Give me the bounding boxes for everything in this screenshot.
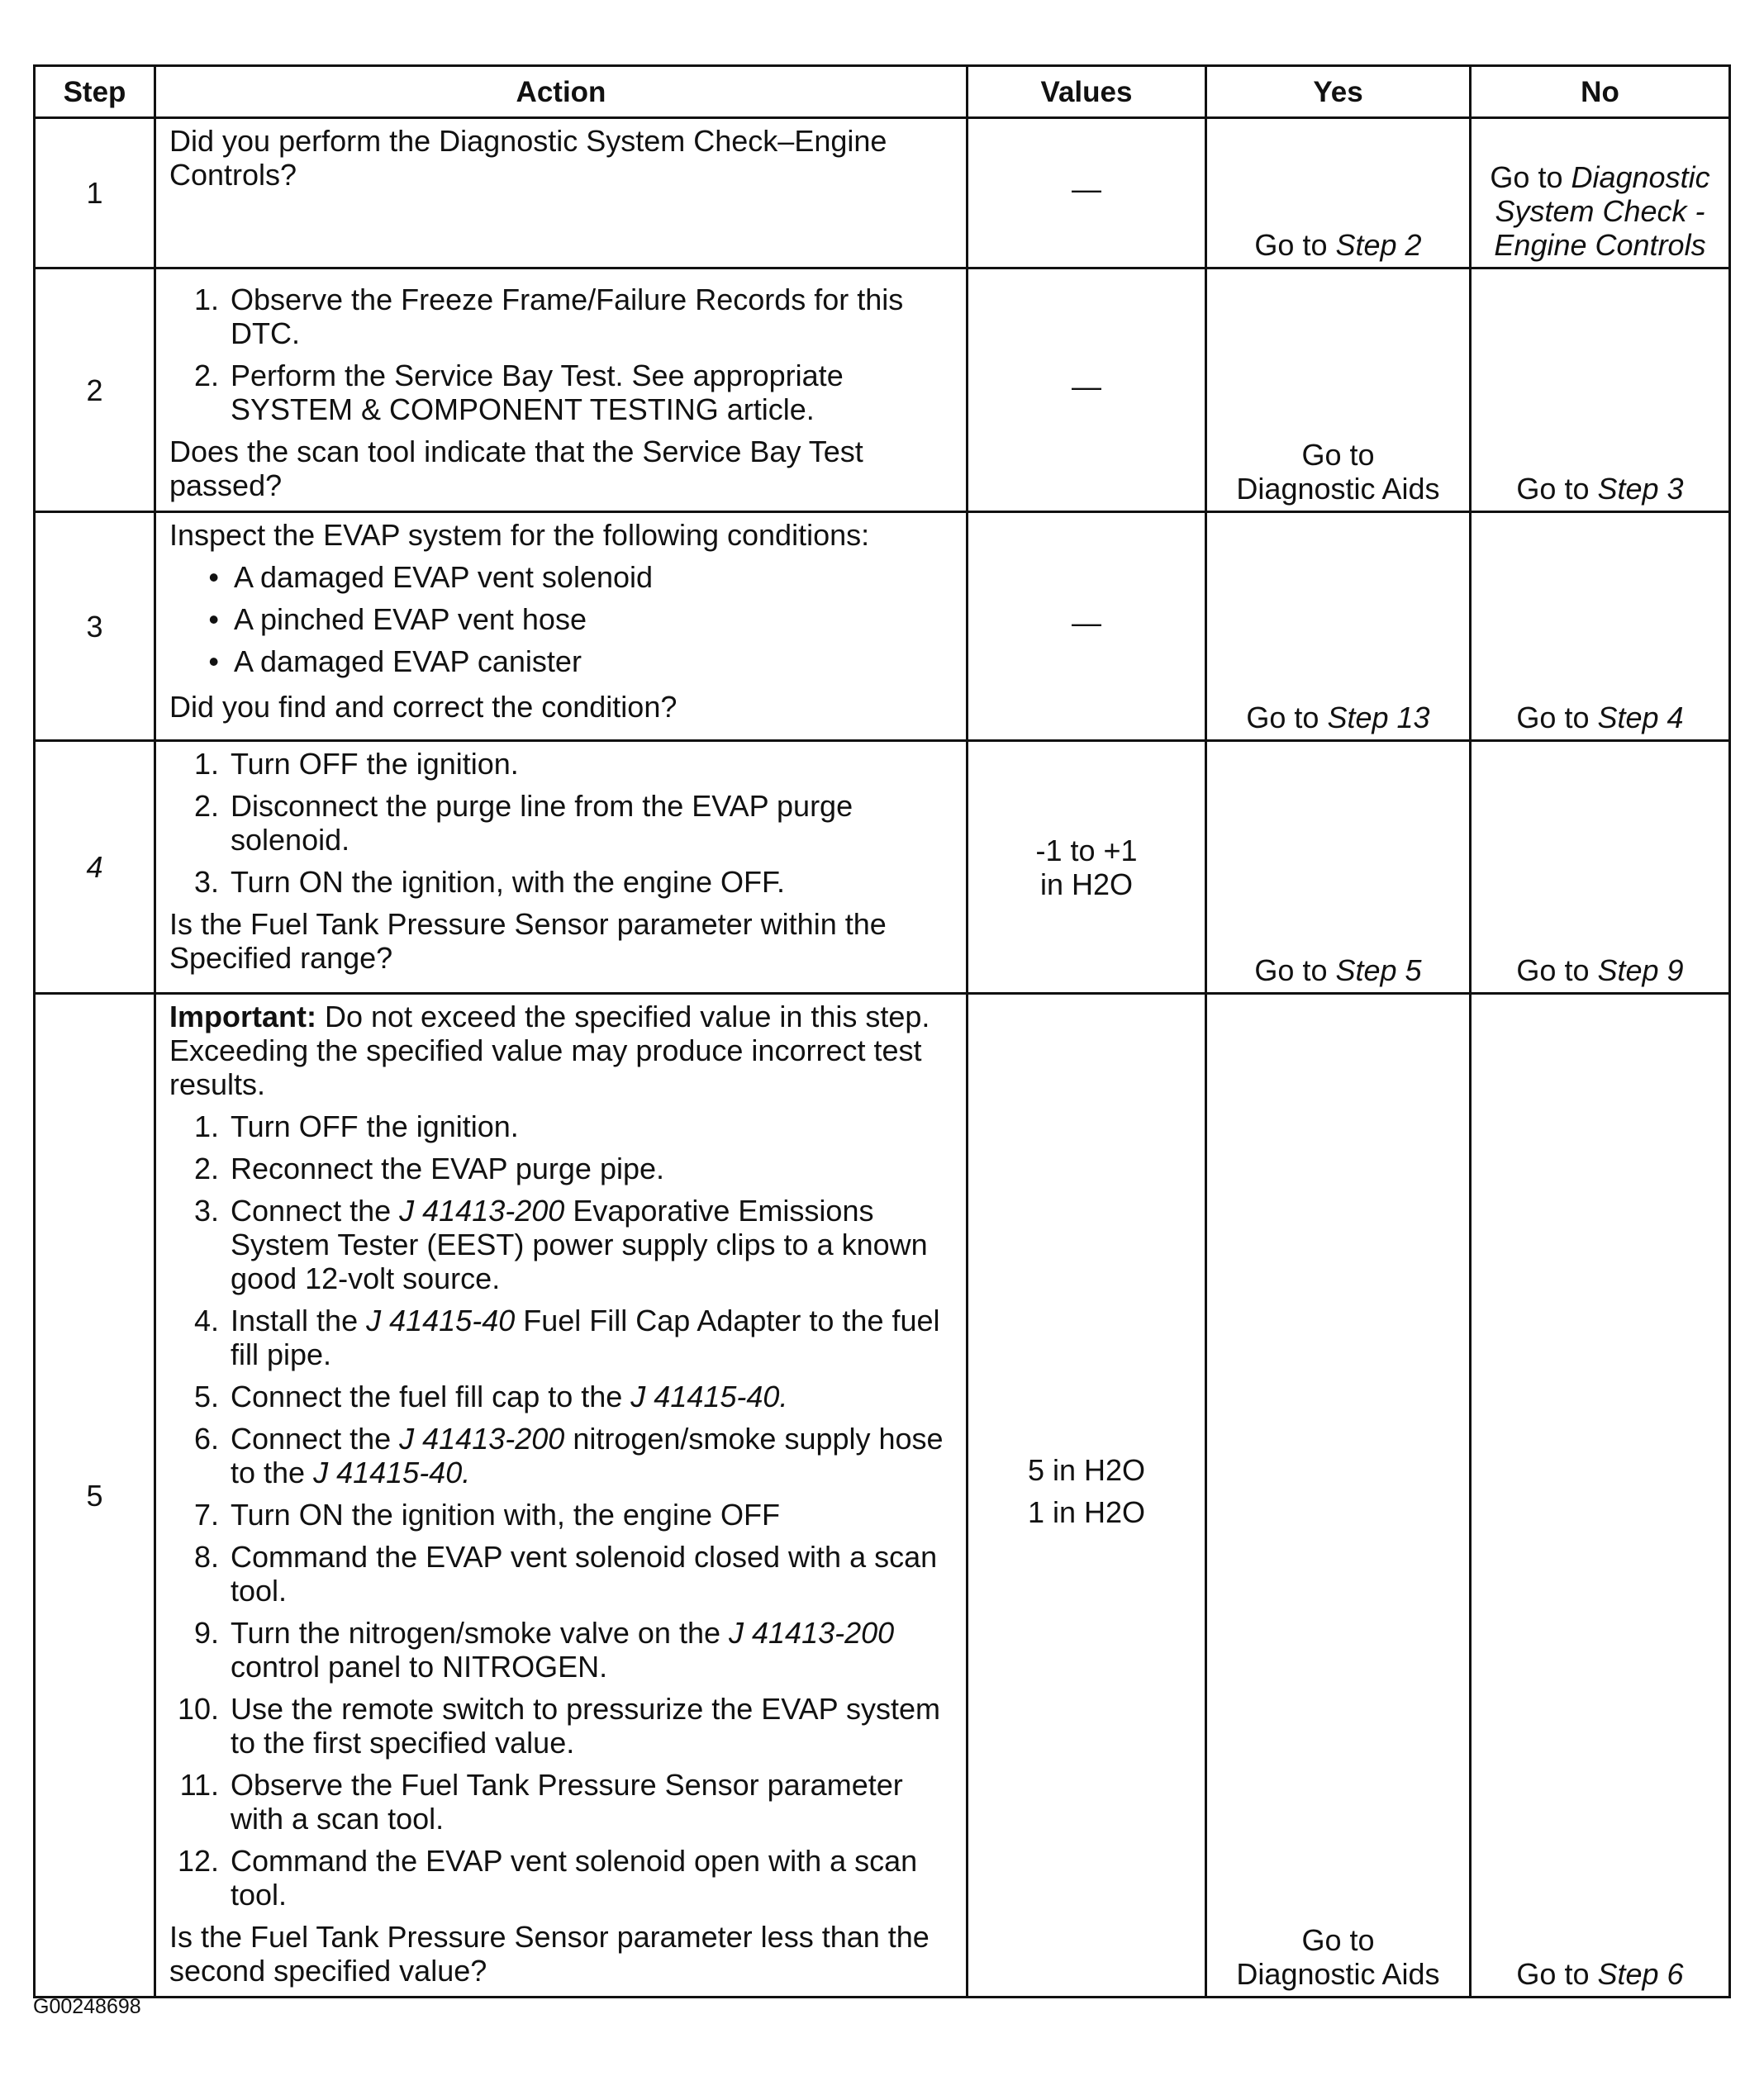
yes-link-line[interactable]: Go to — [1301, 438, 1375, 472]
values-cell — [968, 994, 1206, 1998]
action-item: 11. Observe the Fuel Tank Pressure Sensor parameter with a scan tool. — [179, 1768, 903, 1836]
action-item: 1. Turn OFF the ignition. — [193, 1109, 519, 1143]
no-link[interactable]: Go to Step 6 — [1516, 1957, 1684, 1991]
yes-link[interactable]: Go to Step 13 — [1246, 701, 1430, 734]
action-item-list — [169, 1109, 953, 1912]
yes-link-line[interactable]: Diagnostic Aids — [1236, 1957, 1440, 1991]
action-item: 8. Command the EVAP vent solenoid closed with a scan tool. — [193, 1540, 938, 1608]
action-cell — [155, 994, 968, 1998]
no-cell — [1471, 118, 1730, 268]
action-question: Did you find and correct the condition? — [169, 690, 678, 724]
step-number: 5 — [35, 994, 155, 1998]
action-item: 1. Turn OFF the ignition. — [193, 747, 519, 781]
no-cell — [1471, 994, 1730, 1998]
yes-link[interactable]: Go to Step 2 — [1254, 228, 1422, 262]
action-question: Is the Fuel Tank Pressure Sensor parameter within the Specified range? — [169, 907, 887, 975]
action-item: 3. Connect the J 41413-200 Evaporative Emissions System Tester (EEST) power supply clips to a known good 12-volt source. — [193, 1194, 928, 1295]
yes-cell — [1206, 118, 1471, 268]
no-cell — [1471, 512, 1730, 741]
action-cell — [155, 118, 968, 268]
header-no: No — [1471, 66, 1730, 118]
table-row-step-2 — [35, 268, 1730, 512]
no-link-line[interactable]: Go to Diagnostic — [1490, 160, 1710, 194]
header-action: Action — [155, 66, 968, 118]
no-link[interactable]: Go to Step 4 — [1516, 701, 1684, 734]
no-link[interactable]: Go to Step 9 — [1516, 953, 1684, 987]
action-item: 5. Connect the fuel fill cap to the J 41415-40. — [193, 1380, 788, 1413]
action-item: 4. Install the J 41415-40 Fuel Fill Cap Adapter to the fuel fill pipe. — [193, 1304, 940, 1371]
header-yes: Yes — [1206, 66, 1471, 118]
values-cell — [968, 741, 1206, 994]
yes-link[interactable]: Go to Step 5 — [1254, 953, 1422, 987]
no-link-line[interactable]: System Check - — [1495, 194, 1705, 228]
action-item: 3. Turn ON the ignition, with the engine OFF. — [193, 865, 785, 899]
action-item: 10. Use the remote switch to pressurize the EVAP system to the first specified value. — [177, 1692, 941, 1760]
value-line: -1 to +1 — [1035, 833, 1138, 867]
values-cell — [968, 512, 1206, 741]
yes-cell — [1206, 268, 1471, 512]
value-line: 5 in H2O — [1027, 1453, 1146, 1487]
no-link[interactable]: Go to Step 3 — [1516, 472, 1684, 506]
values-cell — [968, 268, 1206, 512]
action-intro: Did you perform the Diagnostic System Check–Engine Controls? — [169, 124, 887, 192]
action-question: Is the Fuel Tank Pressure Sensor parameter less than the second specified value? — [169, 1920, 930, 1988]
yes-cell — [1206, 741, 1471, 994]
step-number: 4 — [35, 741, 155, 994]
action-item: 1. Observe the Freeze Frame/Failure Records for this DTC. — [193, 283, 904, 350]
action-bullet: • A pinched EVAP vent hose — [208, 602, 587, 636]
step-number: 1 — [35, 118, 155, 268]
step-number: 2 — [35, 268, 155, 512]
diagnostic-table — [33, 64, 1731, 1998]
yes-link-line[interactable]: Diagnostic Aids — [1236, 472, 1440, 506]
action-cell — [155, 512, 968, 741]
yes-cell — [1206, 994, 1471, 1998]
no-cell — [1471, 741, 1730, 994]
table-row-step-5 — [35, 994, 1730, 1998]
action-item: 2. Disconnect the purge line from the EVAP purge solenoid. — [193, 789, 853, 857]
action-intro: Inspect the EVAP system for the following conditions: — [169, 518, 870, 552]
value-line: 1 in H2O — [1027, 1495, 1146, 1529]
value-line: — — [1072, 172, 1101, 206]
table-row-step-3 — [35, 512, 1730, 741]
no-link-line[interactable]: Engine Controls — [1494, 228, 1706, 262]
action-item: 9. Turn the nitrogen/smoke valve on the J 41413-200 control panel to NITROGEN. — [193, 1616, 895, 1684]
action-bullet: • A damaged EVAP canister — [208, 644, 582, 678]
step-number: 3 — [35, 512, 155, 741]
action-item: 2. Perform the Service Bay Test. See appropriate SYSTEM & COMPONENT TESTING article. — [193, 359, 844, 426]
yes-link-line[interactable]: Go to — [1301, 1923, 1375, 1957]
header-step: Step — [35, 66, 155, 118]
yes-cell — [1206, 512, 1471, 741]
action-bullet: • A damaged EVAP vent solenoid — [208, 560, 654, 594]
header-row — [35, 66, 1730, 118]
action-cell — [155, 741, 968, 994]
value-line: — — [1072, 605, 1101, 639]
table-row-step-1 — [35, 118, 1730, 268]
action-question: Does the scan tool indicate that the Service Bay Test passed? — [169, 435, 863, 502]
action-item: 12. Command the EVAP vent solenoid open with a scan tool. — [177, 1844, 918, 1912]
action-item: 7. Turn ON the ignition with, the engine OFF — [193, 1498, 780, 1532]
value-line: — — [1072, 368, 1101, 403]
figure-id: G00248698 — [33, 1995, 141, 2018]
values-cell — [968, 118, 1206, 268]
value-line: in H2O — [1039, 867, 1134, 901]
table-row-step-4 — [35, 741, 1730, 994]
action-cell — [155, 268, 968, 512]
no-cell — [1471, 268, 1730, 512]
important-note: Important: Do not exceed the specified value in this step. Exceeding the specified value may produce incorrect test results. — [169, 1000, 930, 1101]
action-item: 2. Reconnect the EVAP purge pipe. — [193, 1152, 665, 1185]
action-item: 6. Connect the J 41413-200 nitrogen/smoke supply hose to the J 41415-40. — [193, 1422, 944, 1489]
header-values: Values — [968, 66, 1206, 118]
